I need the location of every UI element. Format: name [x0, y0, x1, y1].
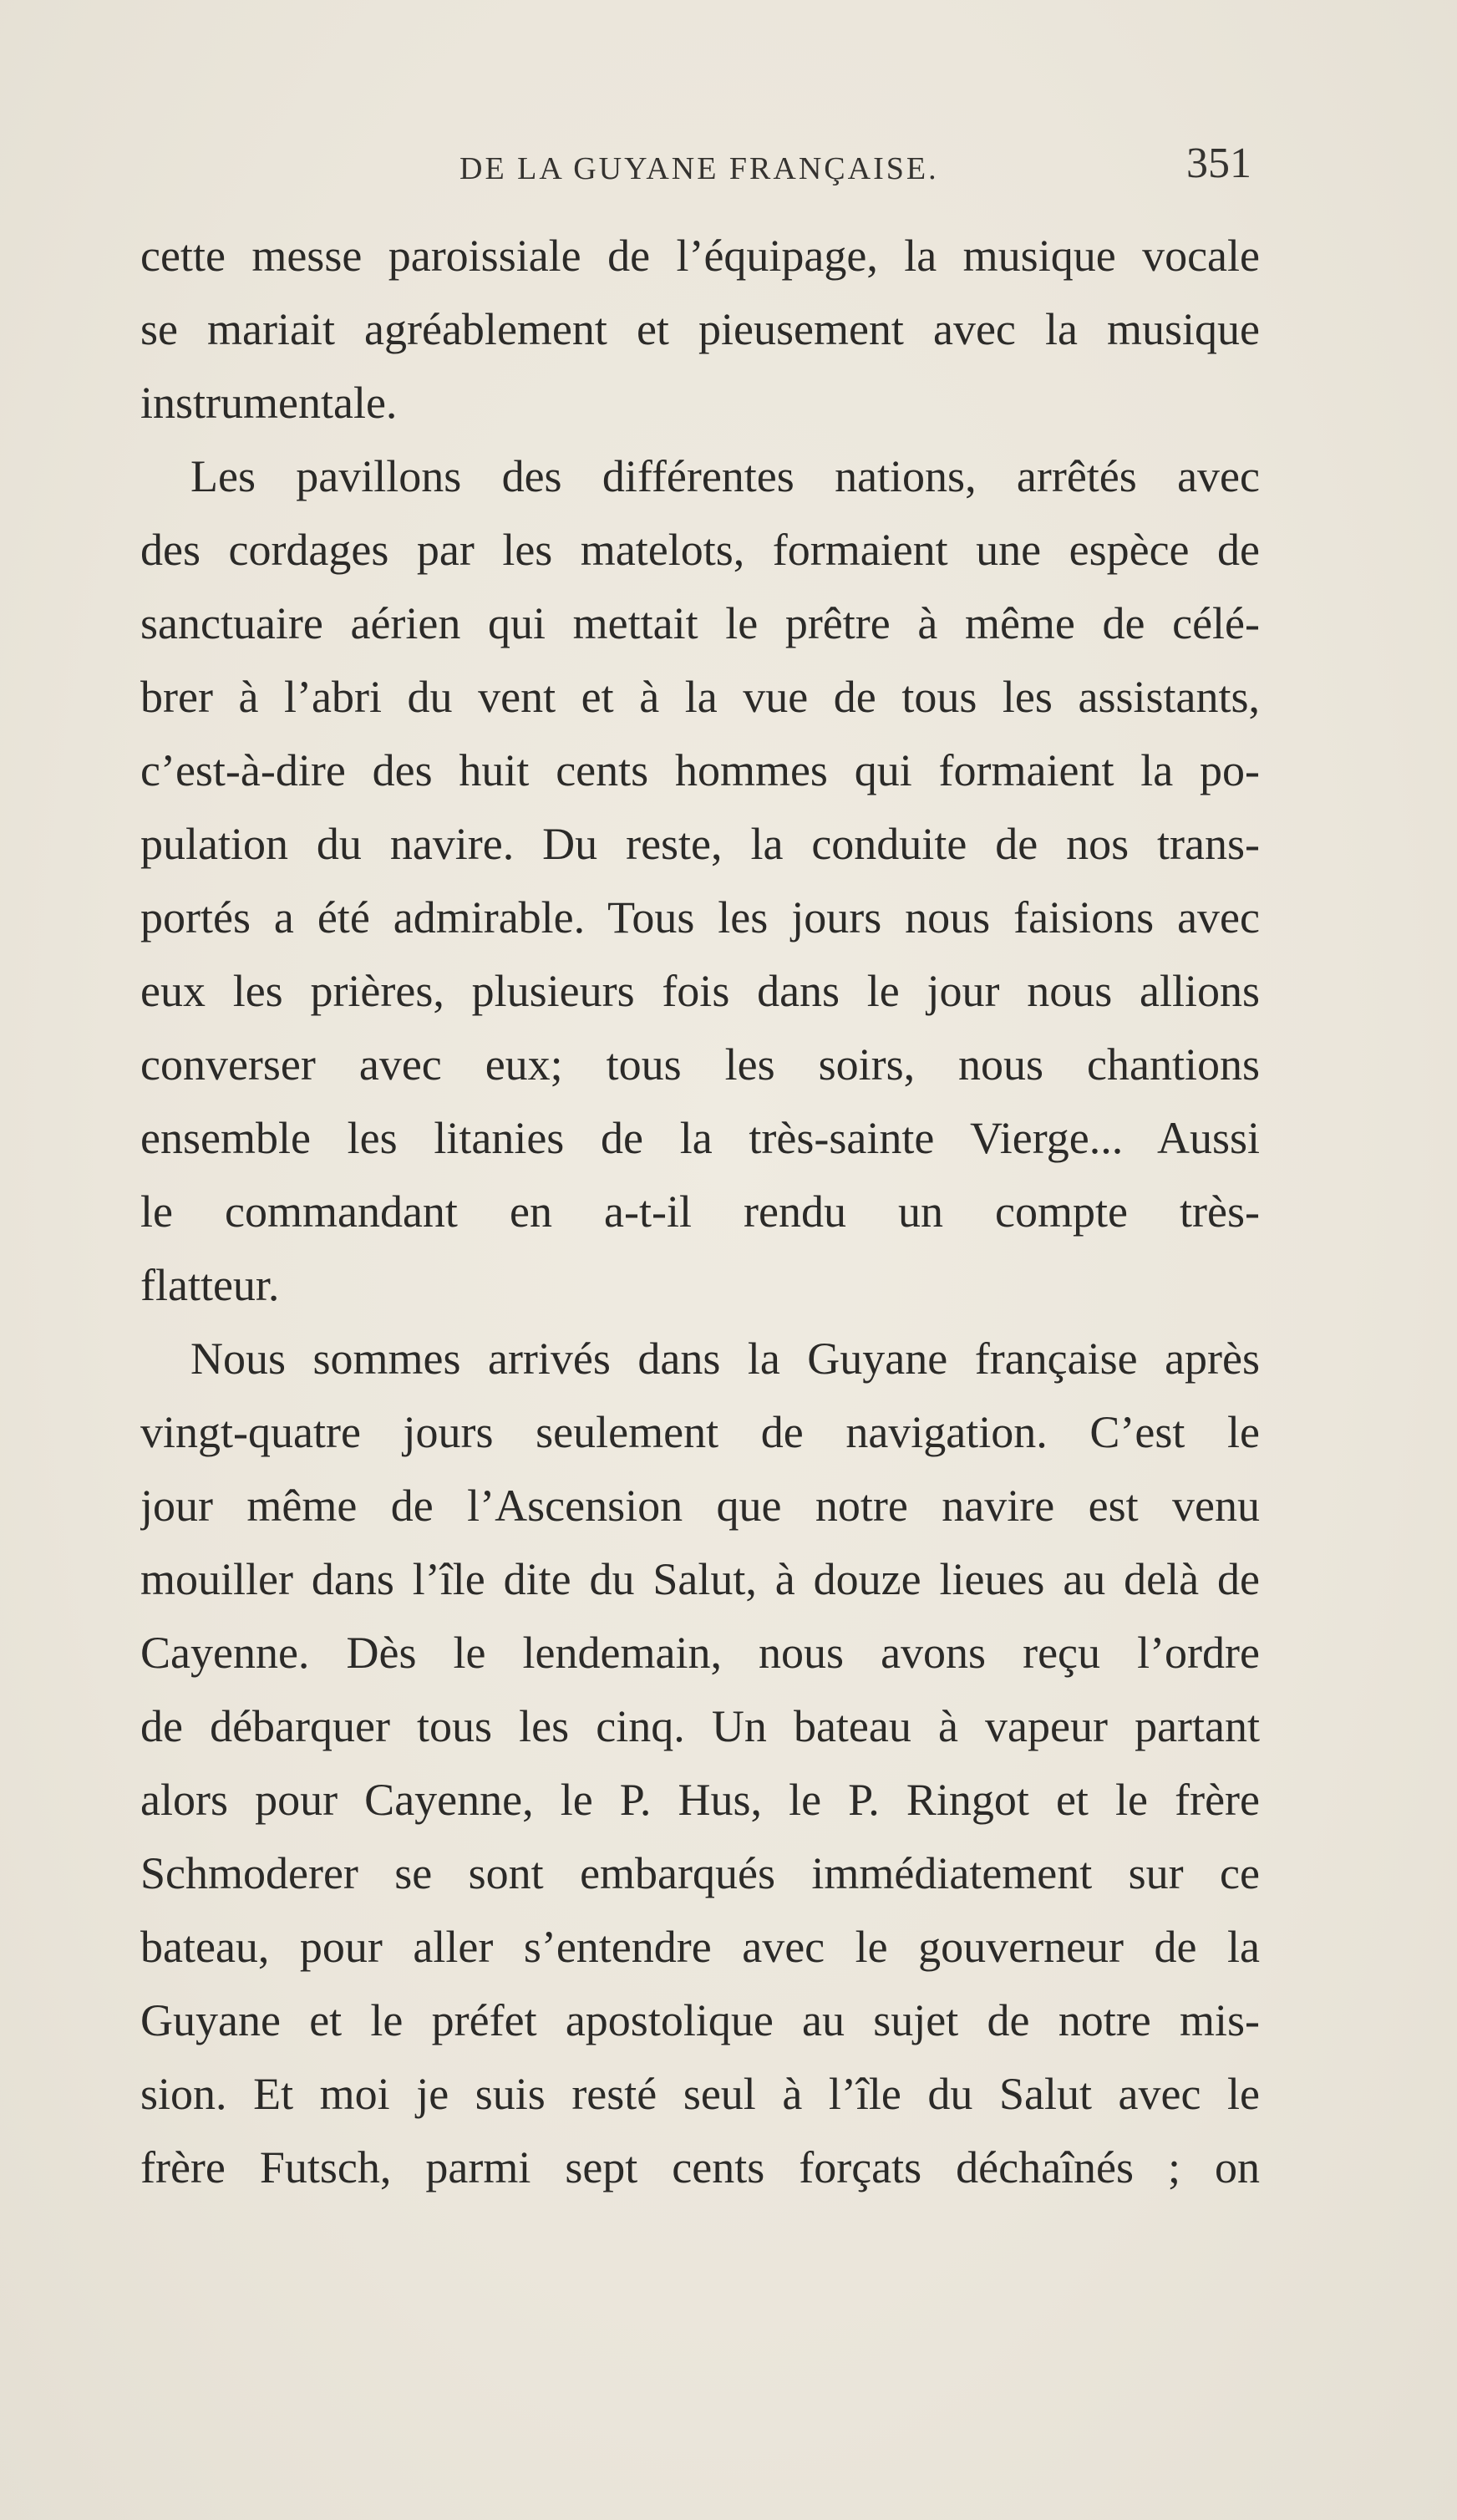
text-line: se mariait agréablement et pieusement avec la musique	[140, 304, 1260, 354]
running-head: DE LA GUYANE FRANÇAISE.	[459, 151, 939, 186]
text-line: cette messe paroissiale de l’équipage, la musique vocale	[140, 231, 1260, 281]
text-line: converser avec eux; tous les soirs, nous chantions	[140, 1039, 1260, 1090]
text-line: mouiller dans l’île dite du Salut, à douze lieues au delà de	[140, 1554, 1260, 1604]
text-line: eux les prières, plusieurs fois dans le jour nous allions	[140, 966, 1260, 1016]
text-line: brer à l’abri du vent et à la vue de tous les assistants,	[140, 672, 1260, 722]
text-line: sanctuaire aérien qui mettait le prêtre à même de célé-	[140, 598, 1260, 648]
text-line: le commandant en a-t-il rendu un compte très-	[140, 1186, 1260, 1237]
text-line: bateau, pour aller s’entendre avec le gouverneur de la	[140, 1922, 1260, 1972]
text-line: Schmoderer se sont embarqués immédiatement sur ce	[140, 1848, 1260, 1898]
text-line: frère Futsch, parmi sept cents forçats déchaînés ; on	[140, 2142, 1260, 2192]
text-line: des cordages par les matelots, formaient une espèce de	[140, 525, 1260, 575]
text-line: jour même de l’Ascension que notre navire est venu	[140, 1481, 1260, 1531]
text-line: de débarquer tous les cinq. Un bateau à vapeur partant	[140, 1701, 1260, 1751]
text-line: c’est-à-dire des huit cents hommes qui formaient la po-	[140, 745, 1260, 795]
text-line: Nous sommes arrivés dans la Guyane française après	[190, 1334, 1260, 1384]
text-line: alors pour Cayenne, le P. Hus, le P. Ringot et le frère	[140, 1775, 1260, 1825]
text-line: Les pavillons des différentes nations, arrêtés avec	[190, 451, 1260, 501]
text-line: instrumentale.	[140, 378, 398, 428]
text-line: sion. Et moi je suis resté seul à l’île du Salut avec le	[140, 2069, 1260, 2119]
page-number: 351	[1186, 140, 1251, 187]
text-line: Guyane et le préfet apostolique au sujet de notre mis-	[140, 1995, 1260, 2045]
body-text	[140, 219, 1260, 2204]
text-line: flatteur.	[140, 1260, 280, 1310]
text-line: vingt-quatre jours seulement de navigation. C’est le	[140, 1407, 1260, 1457]
text-line: ensemble les litanies de la très-sainte Vierge... Aussi	[140, 1113, 1260, 1163]
text-line: pulation du navire. Du reste, la conduite de nos trans-	[140, 819, 1260, 869]
text-line: portés a été admirable. Tous les jours nous faisions avec	[140, 892, 1260, 942]
text-line: Cayenne. Dès le lendemain, nous avons reçu l’ordre	[140, 1628, 1260, 1678]
